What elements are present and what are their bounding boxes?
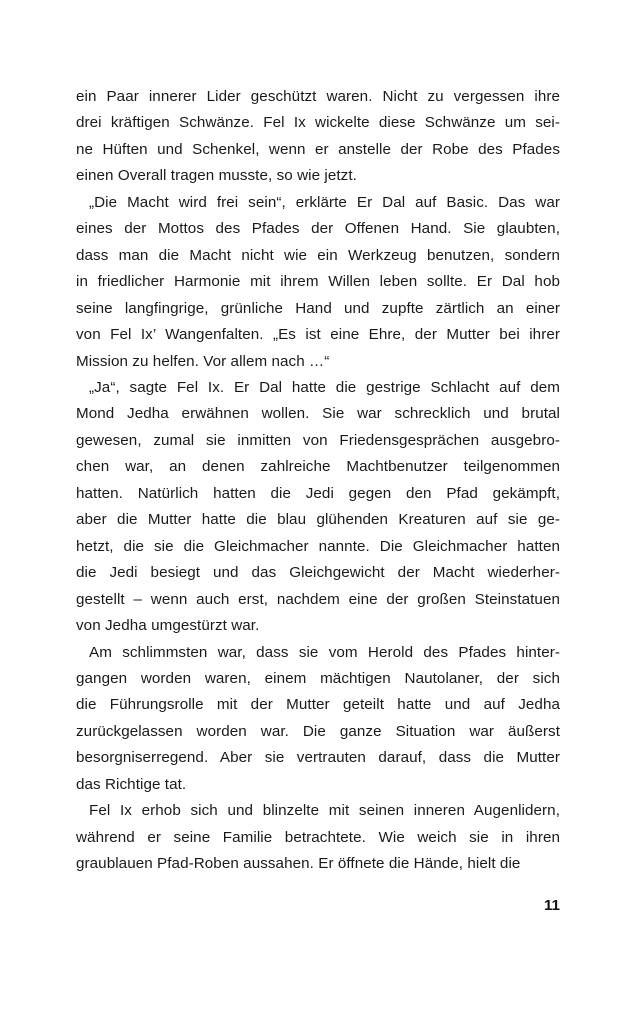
text-line: in friedlicher Harmonie mit ihrem Willen leben sollte. Er Dal hob: [76, 273, 560, 291]
text-line: gangen worden waren, einem mächtigen Nautolaner, der sich: [76, 669, 560, 687]
text-line: von Fel Ix’ Wangenfalten. „Es ist eine Ehre, der Mutter bei ihrer: [76, 326, 560, 344]
text-line: zurückgelassen worden war. Die ganze Situation war äußerst: [76, 722, 560, 740]
text-line: ein Paar innerer Lider geschützt waren. Nicht zu vergessen ihre: [76, 88, 560, 105]
text-line: von Jedha umgestürzt war.: [76, 617, 260, 635]
text-line: eines der Mottos des Pfades der Offenen Hand. Sie glaubten,: [76, 220, 560, 238]
text-line: „Ja“, sagte Fel Ix. Er Dal hatte die gestrige Schlacht auf dem: [89, 378, 560, 396]
text-line: besorgniserregend. Aber sie vertrauten darauf, dass die Mutter: [76, 749, 560, 767]
text-line: gestellt – wenn auch erst, nachdem eine der großen Steinstatuen: [76, 590, 560, 608]
text-line: Fel Ix erhob sich und blinzelte mit seinen inneren Augenlidern,: [89, 802, 560, 820]
paragraph: [76, 190, 560, 375]
text-line: während er seine Familie betrachtete. Wie weich sie in ihren: [76, 828, 560, 846]
text-line: „Die Macht wird frei sein“, erklärte Er Dal auf Basic. Das war: [89, 193, 560, 211]
paragraph: [76, 798, 560, 877]
text-line: die Jedi besiegt und das Gleichgewicht der Macht wiederher-: [76, 564, 560, 582]
text-line: einen Overall tragen musste, so wie jetzt.: [76, 167, 357, 185]
paragraph: [76, 375, 560, 640]
text-line: aber die Mutter hatte die blau glühenden Kreaturen auf sie ge-: [76, 511, 560, 529]
text-line: das Richtige tat.: [76, 775, 187, 793]
text-line: chen war, an denen zahlreiche Machtbenutzer teilgenommen: [76, 458, 560, 476]
text-line: Mond Jedha erwähnen wollen. Sie war schrecklich und brutal: [76, 405, 560, 423]
text-line: die Führungsrolle mit der Mutter geteilt hatte und auf Jedha: [76, 696, 560, 714]
text-line: drei kräftigen Schwänze. Fel Ix wickelte diese Schwänze um sei-: [76, 114, 560, 132]
text-line: gewesen, zumal sie inmitten von Friedensgesprächen ausgebro-: [76, 431, 560, 449]
text-line: graublauen Pfad-Roben aussahen. Er öffnete die Hände, hielt die: [76, 855, 521, 873]
text-line: Am schlimmsten war, dass sie vom Herold des Pfades hinter-: [89, 643, 560, 661]
paragraph: [76, 640, 560, 799]
text-line: hatten. Natürlich hatten die Jedi gegen den Pfad gekämpft,: [76, 484, 560, 502]
text-line: hetzt, die sie die Gleichmacher nannte. Die Gleichmacher hatten: [76, 537, 560, 555]
page-number: 11: [543, 897, 560, 914]
page-text-body: [76, 84, 560, 878]
text-line: seine langfingrige, grünliche Hand und zupfte zärtlich an einer: [76, 299, 560, 317]
text-line: Mission zu helfen. Vor allem nach …“: [76, 352, 330, 370]
text-line: ne Hüften und Schenkel, wenn er anstelle der Robe des Pfades: [76, 140, 560, 158]
paragraph: [76, 84, 560, 190]
text-line: dass man die Macht nicht wie ein Werkzeug benutzen, sondern: [76, 246, 560, 264]
